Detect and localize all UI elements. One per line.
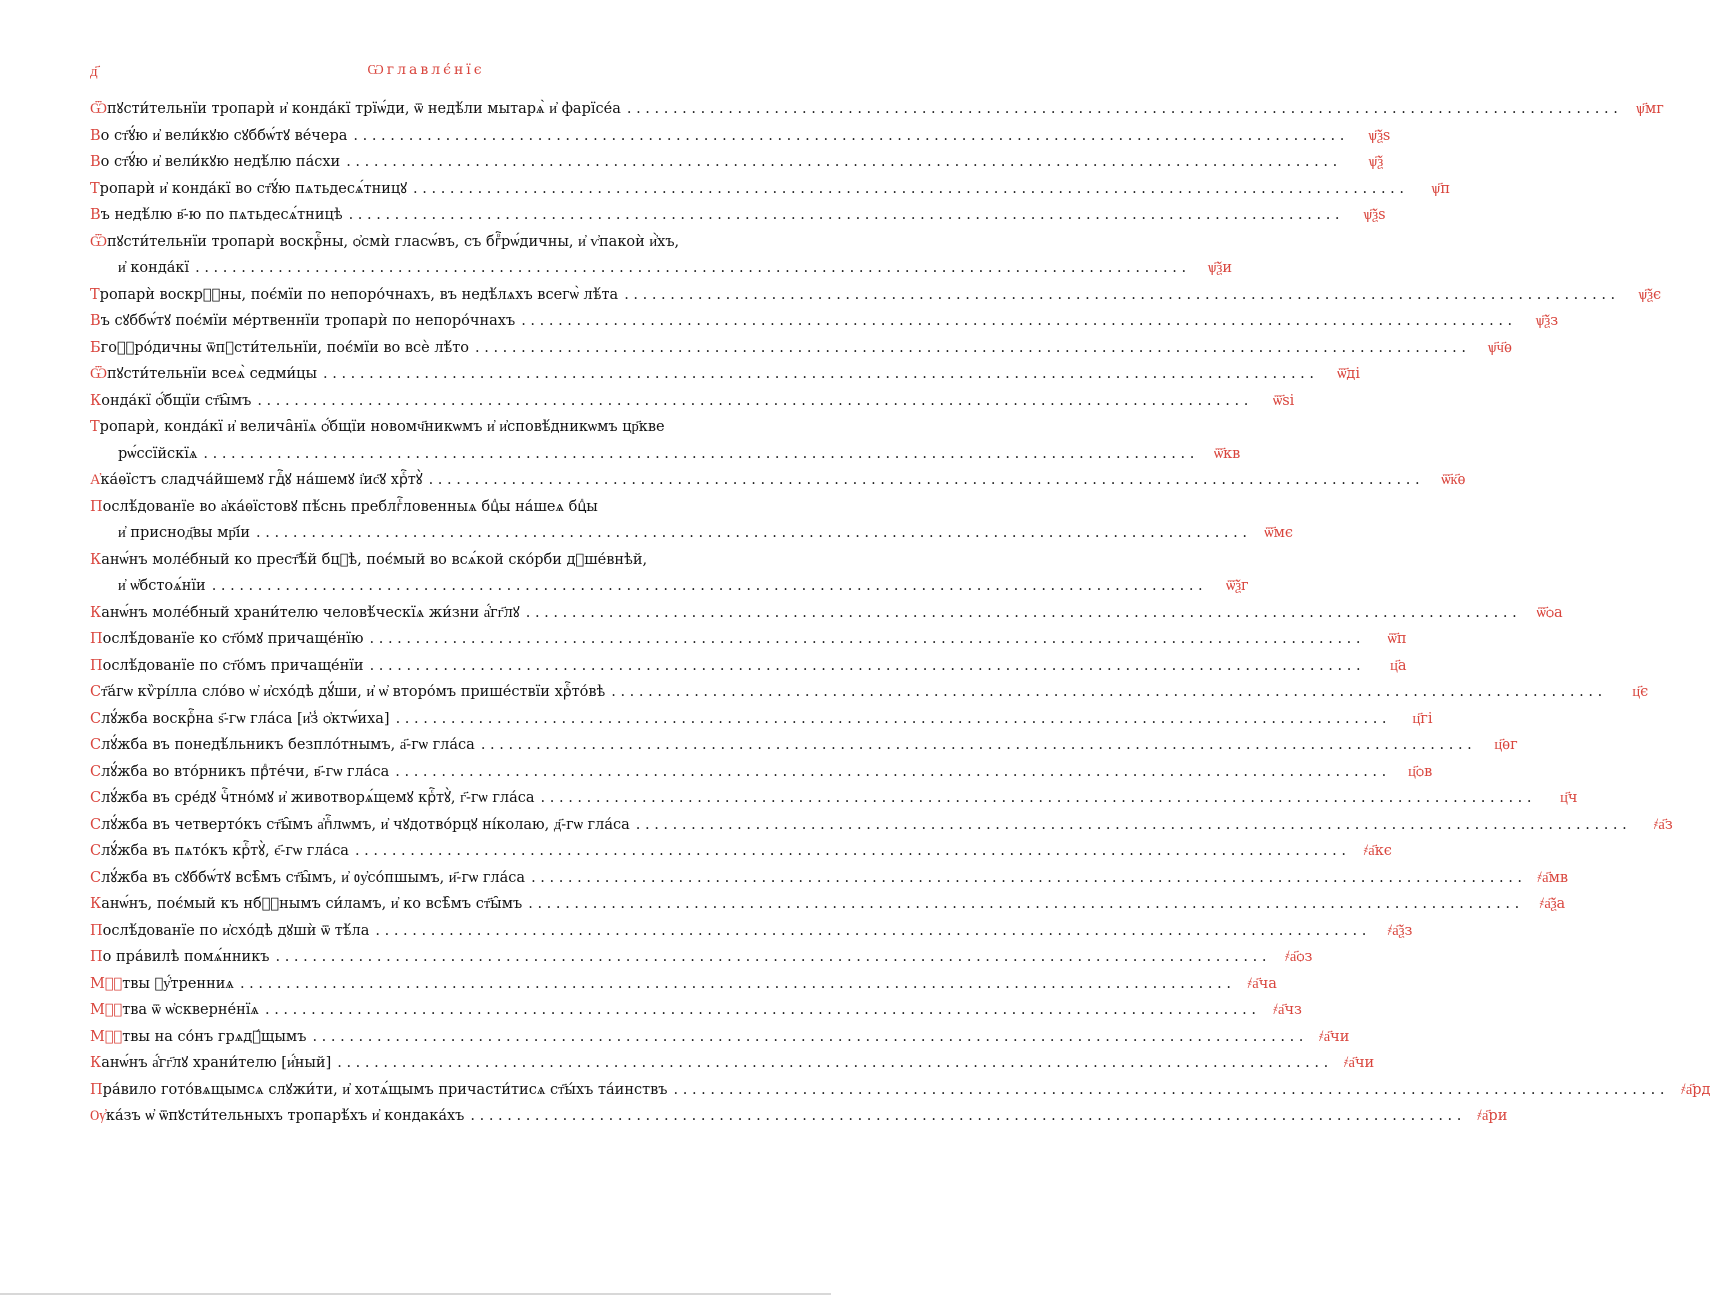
toc-entry-title <box>90 679 605 706</box>
dot-leader <box>611 679 1602 706</box>
dot-leader <box>353 123 1344 150</box>
toc-page-number[interactable]: ц҃ѳг <box>1494 737 1518 753</box>
dot-leader <box>323 361 1314 388</box>
dot-leader <box>636 812 1627 839</box>
toc-entry-text: лꙋ́жба въ сꙋббѡ́тꙋ всѣ̑мъ ст҃ы̑мъ, и҆ ᲂу҆со́пшымъ, и҃-гѡ гла́са <box>101 869 526 886</box>
toc-entry-text: анѡ́нъ а҆́гг҃лꙋ храни́телю [и҆́ный] <box>101 1055 332 1071</box>
toc-entry[interactable] <box>90 255 1233 282</box>
toc-entry-initial: С <box>90 763 102 780</box>
toc-entry-initial: М <box>90 975 123 992</box>
toc-page-number[interactable]: ѿ҃к҃ѳ <box>1441 472 1466 488</box>
toc-entry-initial: Ѿ <box>90 101 107 117</box>
toc-entry-initial: Ѿ <box>90 366 107 382</box>
toc-entry[interactable] <box>90 494 762 521</box>
dot-leader <box>429 467 1420 494</box>
toc-entry-title <box>90 971 234 998</box>
dot-leader <box>337 1050 1328 1077</box>
toc-entry-initial: Т <box>90 419 100 435</box>
toc-entry-initial: К <box>90 551 102 568</box>
toc-page-number[interactable]: ҂а҃чи <box>1318 1028 1350 1045</box>
dot-leader <box>355 838 1346 865</box>
toc-entry-title <box>90 1103 464 1130</box>
toc-entry-text: ка́ѳїстъ сладча́йшемꙋ гдⷭ҇ꙋ на́шемꙋ і҆ис҃ꙋ хрⷭ҇тꙋ̀ <box>100 472 423 488</box>
toc-entry[interactable] <box>90 229 762 256</box>
toc-entry-initial: Т <box>90 180 100 197</box>
toc-entry-initial: Б <box>90 339 101 356</box>
toc-entry-text: о ст҃ꙋ́ю и҆ вели́кꙋю недѣ́лю па́схи <box>100 154 341 170</box>
dot-leader <box>240 971 1231 998</box>
toc-entry-initial: К <box>90 1055 102 1071</box>
toc-entry[interactable] <box>90 997 1302 1024</box>
toc-entry-text: ропарѝ и҆ конда́кї во ст҃ꙋ́ю пѧтьдесѧ́тницꙋ <box>99 180 408 197</box>
toc-entry-title <box>90 706 390 733</box>
toc-entry-title <box>118 255 189 282</box>
toc-entry-title <box>90 282 618 309</box>
toc-entry-initial: П <box>90 1081 103 1098</box>
dot-leader <box>413 176 1404 203</box>
toc-entry[interactable] <box>90 96 1664 123</box>
toc-entry[interactable] <box>90 547 762 574</box>
toc-entry-title <box>118 573 206 600</box>
dot-leader <box>475 335 1466 362</box>
toc-page-number[interactable]: ҂а҃ча <box>1247 975 1277 992</box>
toc-page-number[interactable]: ѿ҃ѯг <box>1226 578 1249 594</box>
toc-entry-text: т҃а́гѡ кѷрі́лла сло́во ѡ҆ и҆схо́дѣ дꙋ́ши, и҆ ѡ҆ второ́мъ прише́ствїи хрⷭ҇то́вѣ <box>101 684 606 700</box>
dot-leader <box>195 255 1186 282</box>
toc-entry-initial: П <box>90 498 103 515</box>
toc-entry[interactable] <box>90 520 1293 547</box>
toc-entry[interactable] <box>90 1103 1508 1130</box>
toc-entry[interactable] <box>90 865 1569 892</box>
dot-leader <box>541 785 1532 812</box>
toc-page-number[interactable]: ҂а҃чи <box>1343 1055 1375 1071</box>
toc-entry-initial: В <box>90 207 101 223</box>
toc-entry-text: о пра́вилѣ помѧ́нникъ <box>102 949 270 965</box>
toc-entry-title <box>90 202 343 229</box>
toc-entry[interactable] <box>90 891 1566 918</box>
toc-entry-title <box>90 123 347 150</box>
toc-entry-initial: С <box>90 684 102 700</box>
toc-entry[interactable] <box>90 838 1392 865</box>
toc-entry-text: рѡ́ссїйскїѧ <box>118 445 198 462</box>
toc-entry-initial: Ѿ <box>90 233 107 250</box>
toc-entry-title <box>90 600 520 627</box>
toc-entry-initial: С <box>90 816 102 833</box>
toc-entry-text: ⷧ҇твы ᲂу҆́тренниѧ <box>122 975 234 992</box>
toc-entry-title <box>90 997 259 1024</box>
dot-leader <box>312 1024 1303 1051</box>
toc-entry-text: ка́зъ ѡ҆ ѿпꙋсти́тельныхъ тропарѣ́хъ и҆ кондака́хъ <box>105 1108 465 1124</box>
toc-entry-title <box>90 812 630 839</box>
toc-entry-text: лꙋ́жба въ четверто́къ ст҃ы̑мъ а҆пⷭ҇лѡмъ, и҆ чꙋдотво́рцꙋ ні́колаю, д҃-гѡ гла́са <box>101 816 630 833</box>
dot-leader <box>481 732 1472 759</box>
toc-page-number[interactable]: ҂а҃з <box>1653 816 1673 833</box>
toc-entry-initial: П <box>90 657 103 674</box>
toc-entry-text: ропарѝ воскрⷭ҇ны, поє́мїи по непоро́чнахъ, въ недѣ́лѧхъ всегѡ̀ лѣ́та <box>99 286 619 303</box>
toc-entry-initial: Т <box>90 286 100 303</box>
toc-page-number[interactable]: ҂а҃чз <box>1273 1002 1302 1018</box>
toc-entry-text: ⷧ҇твы на со́нъ грѧдꙋ́щымъ <box>122 1028 307 1045</box>
toc-entry[interactable] <box>90 706 1433 733</box>
toc-entry[interactable] <box>90 414 762 441</box>
toc-page-number[interactable]: ц҃гі <box>1412 710 1433 727</box>
toc-entry-title <box>90 96 621 123</box>
toc-entry-title <box>90 785 535 812</box>
toc-entry-initial: Ѹ҆ <box>90 1108 106 1124</box>
toc-entry-title <box>90 414 665 441</box>
toc-entry-text: о ст҃ꙋ́ю и҆ вели́кꙋю сꙋббѡ́тꙋ ве́чера <box>100 127 348 144</box>
toc-page-number[interactable]: ѿ҃кв <box>1213 445 1241 462</box>
toc-entry[interactable] <box>90 918 1413 945</box>
toc-entry-title <box>90 361 317 388</box>
toc-entry[interactable] <box>90 679 1649 706</box>
dot-leader <box>674 1077 1665 1104</box>
toc-entry[interactable] <box>90 1050 1375 1077</box>
toc-entry[interactable] <box>90 653 1407 680</box>
toc-entry[interactable] <box>90 202 1386 229</box>
dot-leader <box>528 891 1519 918</box>
toc-entry[interactable] <box>90 626 1407 653</box>
toc-page-number[interactable]: ц҃є <box>1632 684 1649 700</box>
dot-leader <box>521 308 1512 335</box>
dot-leader <box>526 600 1517 627</box>
toc-page-number[interactable]: ѱ҃ѯѕ <box>1363 207 1386 223</box>
toc-entry-title <box>90 838 349 865</box>
toc-page-number[interactable]: ѿ҃ѕі <box>1273 392 1295 409</box>
toc-entry-text: онда́кї ѻ҆́бщїи ст҃ы̑мъ <box>101 392 252 409</box>
toc-entry-title <box>90 732 475 759</box>
toc-page-number[interactable]: ц҃ч <box>1560 790 1578 806</box>
toc-entry-initial: П <box>90 922 103 939</box>
toc-entry-title <box>90 149 340 176</box>
toc-entry[interactable] <box>90 361 1360 388</box>
toc-page-number[interactable]: ҂а҃ри <box>1477 1108 1508 1124</box>
toc-entry[interactable] <box>90 759 1433 786</box>
page-header <box>90 62 762 86</box>
toc-entry-text: ра́вило гото́вѧщымсѧ слꙋжи́ти, и҆ хотѧ́щымъ причасти́тисѧ ст҃ы́хъ та́инствъ <box>102 1081 668 1098</box>
toc-entry-text: анѡ́нъ моле́бный храни́телю человѣ́ческїѧ жи́зни а҆́гг҃лꙋ <box>101 604 520 621</box>
toc-entry-text: ослѣ́дованїе во а҆ка́ѳїстовꙋ пѣ́снь преблгⷭ҇ловенныѧ бцⷣы на́шеѧ бцⷣы <box>102 498 598 515</box>
toc-page-number[interactable]: ц҃ѻв <box>1408 763 1433 780</box>
page-number: д҃ <box>90 62 98 80</box>
toc-page-number[interactable]: ҂а҃мв <box>1537 869 1569 886</box>
toc-entry[interactable] <box>90 732 1518 759</box>
toc-entry-text: ⷧ҇тва ѿ ѡ҆скверне́нїѧ <box>122 1002 259 1018</box>
toc-page-number[interactable]: ѱ҃ѯ <box>1368 154 1384 170</box>
toc-entry-text: и҆ конда́кї <box>118 260 190 276</box>
toc-entry[interactable] <box>90 1024 1350 1051</box>
toc-entry-title <box>90 467 423 494</box>
toc-entry-text: ослѣ́дованїе ко ст҃о́мꙋ причаще́нїю <box>102 631 364 647</box>
toc-entry-text: и҆ ѡ҆бстоѧ́нїи <box>118 578 206 594</box>
toc-entry-title <box>90 759 389 786</box>
toc-entry[interactable] <box>90 785 1578 812</box>
table-of-contents <box>90 96 1710 1130</box>
toc-entry-title <box>90 308 515 335</box>
toc-entry-title <box>90 891 522 918</box>
toc-entry-title <box>90 1024 306 1051</box>
toc-entry-text: ъ недѣ́лю в҃-ю по пѧтьдесѧ́тницѣ <box>100 207 343 223</box>
toc-entry-title <box>90 1050 331 1077</box>
toc-entry-title <box>90 494 598 521</box>
toc-entry-text: пꙋсти́тельнїи тропарѝ воскрⷭ҇ны, ѻ҆смѝ гласѡ́въ, съ бгⷪ҇рѡ́дичны, и҆ ѵ҆пакоѝ и҆̀хъ, <box>107 233 680 250</box>
toc-entry-initial: С <box>90 790 102 806</box>
toc-entry-initial: В <box>90 154 101 170</box>
toc-entry[interactable] <box>90 971 1277 998</box>
toc-entry-initial: М <box>90 1028 123 1045</box>
toc-entry[interactable] <box>90 1077 1710 1104</box>
toc-entry-title <box>90 547 647 574</box>
toc-entry-text: пꙋсти́тельнїи тропарѝ и҆ конда́кї трїѡ́ди, ѿ недѣ́ли мытарѧ̀ и҆ фарїсе́а <box>107 101 621 117</box>
toc-entry-text: пꙋсти́тельнїи всеѧ̀ седми́цы <box>107 366 318 382</box>
dot-leader <box>265 997 1256 1024</box>
toc-page-number[interactable]: ҂а҃ѯа <box>1539 896 1566 912</box>
toc-entry-initial: С <box>90 710 102 727</box>
toc-entry-initial: С <box>90 737 102 753</box>
toc-entry-initial: С <box>90 869 102 886</box>
toc-entry-initial: М <box>90 1002 123 1018</box>
toc-page-number[interactable]: ѱ҃ѯи <box>1207 260 1233 276</box>
toc-entry-text: ослѣ́дованїе по ст҃о́мъ причаще́нїи <box>102 657 364 674</box>
toc-page-number[interactable]: ҂а҃рд <box>1680 1081 1710 1098</box>
toc-entry-title <box>90 653 364 680</box>
toc-entry-title <box>90 388 251 415</box>
dot-leader <box>624 282 1615 309</box>
toc-entry-title <box>90 176 407 203</box>
toc-entry[interactable] <box>90 123 1391 150</box>
dot-leader <box>627 96 1618 123</box>
toc-page-number[interactable]: ѱ҃ѯѕ <box>1368 127 1391 144</box>
toc-entry-title <box>90 229 679 256</box>
toc-entry-text: лꙋ́жба воскрⷭ҇на ѕ҃-гѡ гла́са [и҆з̾ ѻ҆ктѡ́иха] <box>101 710 390 727</box>
toc-entry[interactable] <box>90 308 1559 335</box>
toc-entry[interactable] <box>90 388 1295 415</box>
toc-page-number[interactable]: ѱ҃мг <box>1635 101 1664 117</box>
dot-leader <box>396 706 1387 733</box>
toc-page-number[interactable]: ѿ҃мє <box>1264 525 1293 541</box>
dot-leader <box>375 918 1366 945</box>
toc-entry-initial: К <box>90 392 102 409</box>
toc-entry-title <box>118 441 197 468</box>
toc-entry-title <box>118 520 250 547</box>
toc-entry-text: ослѣ́дованїе по и҆схо́дѣ дꙋшѝ ѿ тѣ́ла <box>102 922 370 939</box>
toc-page-number[interactable]: ѿ҃ѻа <box>1536 604 1563 621</box>
toc-entry[interactable] <box>90 282 1662 309</box>
toc-entry-text: анѡ́нъ, поє́мый къ нбⷭ҇нымъ си́ламъ, и҆ ко всѣ̑мъ ст҃ы̑мъ <box>101 896 523 912</box>
toc-entry-text: ропарѝ, конда́кї и҆ велича̑нїѧ ѻ҆́бщїи новомч҃никѡмъ и҆ и҆сповѣ́дникѡмъ цр҃кве <box>99 419 665 435</box>
dot-leader <box>212 573 1203 600</box>
toc-entry-text: лꙋ́жба въ понедѣ́льникъ безпло́тнымъ, а҃-гѡ гла́са <box>101 737 475 753</box>
toc-entry-text: и҆ приснод҃вы мр҃і́и <box>118 525 251 541</box>
toc-entry[interactable] <box>90 149 1384 176</box>
toc-entry-initial: А҆ <box>90 472 101 488</box>
toc-page-number[interactable]: ц҃а <box>1390 657 1407 674</box>
toc-entry[interactable] <box>90 573 1249 600</box>
toc-entry-initial: К <box>90 896 102 912</box>
dot-leader <box>203 441 1194 468</box>
dot-leader <box>256 520 1247 547</box>
toc-entry-text: лꙋ́жба во вто́рникъ прⷣте́чи, в҃-гѡ гла́са <box>101 763 390 780</box>
toc-entry[interactable] <box>90 467 1466 494</box>
dot-leader <box>370 626 1361 653</box>
toc-page-number[interactable]: ѱ҃ч҃ѳ <box>1487 339 1512 356</box>
toc-entry[interactable] <box>90 176 1451 203</box>
toc-entry-initial: В <box>90 127 101 144</box>
toc-entry-title <box>90 865 525 892</box>
toc-page-number[interactable]: ѿ҃п <box>1387 631 1407 647</box>
dot-leader <box>470 1103 1461 1130</box>
toc-entry-title <box>90 1077 668 1104</box>
toc-page-number[interactable]: ҂а҃кє <box>1363 843 1392 859</box>
toc-entry[interactable] <box>90 441 1241 468</box>
page-title: Ѡглавлє́нїє <box>367 62 485 78</box>
toc-page-number[interactable]: ѱ҃п <box>1431 180 1451 197</box>
toc-page-number[interactable]: ҂а҃ѯз <box>1387 922 1413 939</box>
toc-entry[interactable] <box>90 335 1512 362</box>
toc-entry-title <box>90 626 364 653</box>
toc-entry-text: ъ сꙋббѡ́тꙋ поє́мїи ме́ртвеннїи тропарѝ по непоро́чнахъ <box>100 313 516 329</box>
toc-entry[interactable] <box>90 944 1313 971</box>
toc-entry-text: лꙋ́жба въ пѧто́къ крⷭ҇тꙋ̀, є҃-гѡ гла́са <box>101 843 349 859</box>
dot-leader <box>395 759 1386 786</box>
toc-entry-initial: П <box>90 631 103 647</box>
dot-leader <box>257 388 1248 415</box>
toc-entry-text: гоⷪ҇ро́дичны ѿпꙋсти́тельнїи, поє́мїи во всѐ лѣ́то <box>100 339 470 356</box>
dot-leader <box>531 865 1522 892</box>
toc-entry-initial: П <box>90 949 103 965</box>
toc-entry-initial: В <box>90 313 101 329</box>
dot-leader <box>275 944 1266 971</box>
toc-entry-title <box>90 918 369 945</box>
toc-entry[interactable] <box>90 600 1563 627</box>
dot-leader <box>346 149 1337 176</box>
toc-page-number[interactable]: ҂а҃ѻз <box>1285 949 1313 965</box>
toc-entry-initial: С <box>90 843 102 859</box>
toc-entry-title <box>90 335 469 362</box>
toc-entry-text: анѡ́нъ моле́бный ко прест҃ѣ́й бцⷣѣ, поє́мый во всѧ́кой ско́рби дꙋше́внѣй, <box>101 551 648 568</box>
toc-entry-text: лꙋ́жба въ сре́дꙋ чⷭ҇тно́мꙋ и҆ животворѧ́щемꙋ крⷭ҇тꙋ̀, г҃-гѡ гла́са <box>101 790 535 806</box>
toc-entry-initial: К <box>90 604 102 621</box>
toc-page-number[interactable]: ѱ҃ѯє <box>1638 286 1662 303</box>
toc-entry[interactable] <box>90 812 1673 839</box>
toc-page-number[interactable]: ѱ҃ѯз <box>1535 313 1559 329</box>
dot-leader <box>349 202 1340 229</box>
toc-page-number[interactable]: ѿ҃ді <box>1337 366 1360 382</box>
dot-leader <box>370 653 1361 680</box>
toc-entry-title <box>90 944 269 971</box>
